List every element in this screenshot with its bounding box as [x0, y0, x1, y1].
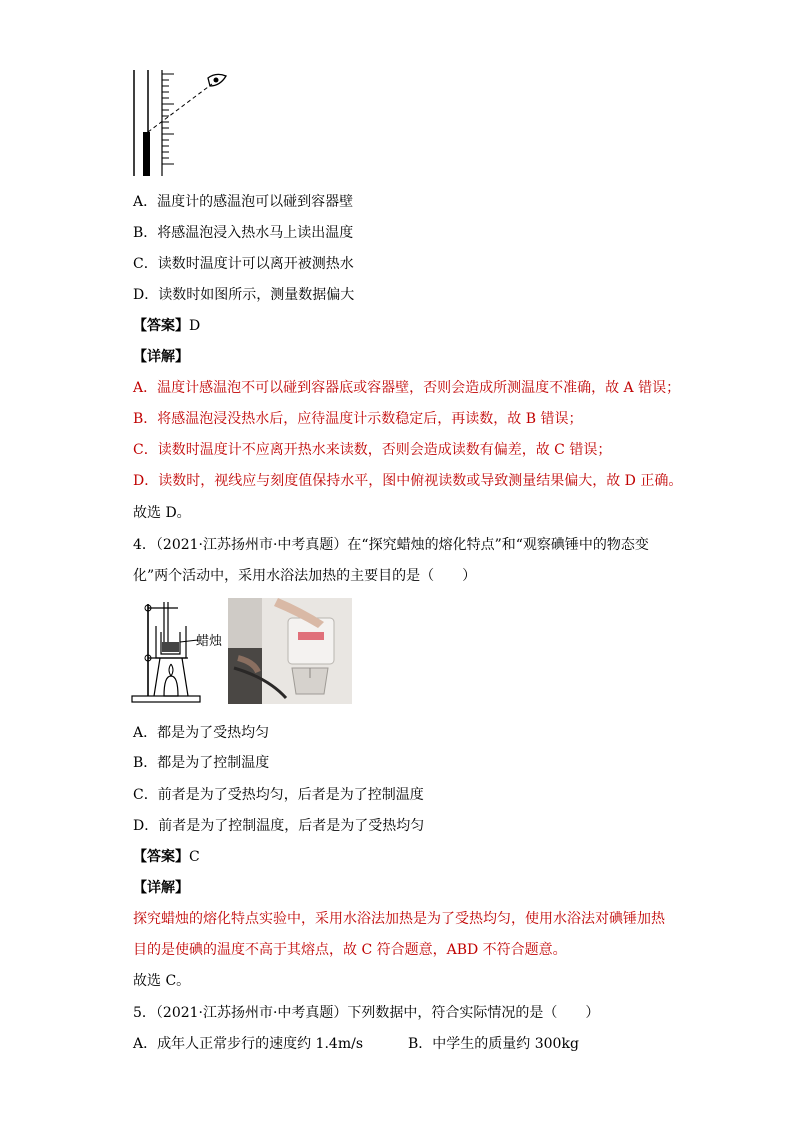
q5-option-a: A．成年人正常步行的速度约 1.4m/s — [133, 1036, 364, 1052]
q3-detail-tag: 【详解】 — [133, 349, 189, 365]
q4-detail-line1: 探究蜡烛的熔化特点实验中，采用水浴法加热是为了受热均匀，使用水浴法对碘锤加热 — [133, 911, 665, 927]
q3-detail-c: C．读数时温度计不应离开热水来读数，否则会造成读数有偏差，故 C 错误； — [133, 442, 612, 458]
q4-option-a: A．都是为了受热均匀 — [133, 725, 270, 741]
q4-conclusion: 故选 C。 — [133, 973, 191, 989]
q3-conclusion: 故选 D。 — [133, 505, 191, 521]
q4-stem-line1: 4．（2021·江苏扬州市·中考真题）在“探究蜡烛的熔化特点”和“观察碘锤中的物态变 — [133, 537, 649, 553]
q3-detail-b: B．将感温泡浸没热水后，应待温度计示数稳定后，再读数，故 B 错误； — [133, 411, 583, 427]
q4-stem-line2: 化”两个活动中，采用水浴法加热的主要目的是（ ） — [133, 568, 477, 584]
q4-detail-tag: 【详解】 — [133, 880, 189, 896]
q4-option-c: C．前者是为了受热均匀，后者是为了控制温度 — [133, 787, 424, 803]
q3-option-b: B．将感温泡浸入热水马上读出温度 — [133, 225, 354, 241]
q4-detail-line2: 目的是使碘的温度不高于其熔点，故 C 符合题意，ABD 不符合题意。 — [133, 942, 567, 958]
answer-value: C — [189, 849, 200, 865]
q3-option-d: D．读数时如图所示，测量数据偏大 — [133, 287, 355, 303]
q5-stem: 5．（2021·江苏扬州市·中考真题）下列数据中，符合实际情况的是（ ） — [133, 1005, 600, 1021]
q4-option-d: D．前者是为了控制温度，后者是为了受热均匀 — [133, 818, 425, 834]
q4-option-b: B．都是为了控制温度 — [133, 755, 270, 771]
thermometer-figure — [128, 66, 238, 178]
answer-tag: 【答案】 — [133, 318, 189, 334]
candle-label: 蜡烛 — [196, 634, 223, 649]
eye-icon — [208, 74, 226, 86]
q3-detail-d: D．读数时，视线应与刻度值保持水平，图中俯视读数或导致测量结果偏大，故 D 正确。 — [133, 473, 683, 489]
q3-answer — [133, 316, 200, 336]
answer-tag: 【答案】 — [133, 849, 189, 865]
q5-option-b: B．中学生的质量约 300kg — [408, 1036, 579, 1052]
q3-detail-a: A．温度计感温泡不可以碰到容器底或容器壁，否则会造成所测温度不准确，故 A 错误； — [133, 380, 681, 396]
q3-option-a: A．温度计的感温泡可以碰到容器壁 — [133, 194, 354, 210]
answer-value: D — [189, 318, 201, 334]
q3-option-c: C．读数时温度计可以离开被测热水 — [133, 256, 354, 272]
iodine-hammer-photo — [228, 598, 352, 704]
q4-answer — [133, 847, 200, 867]
